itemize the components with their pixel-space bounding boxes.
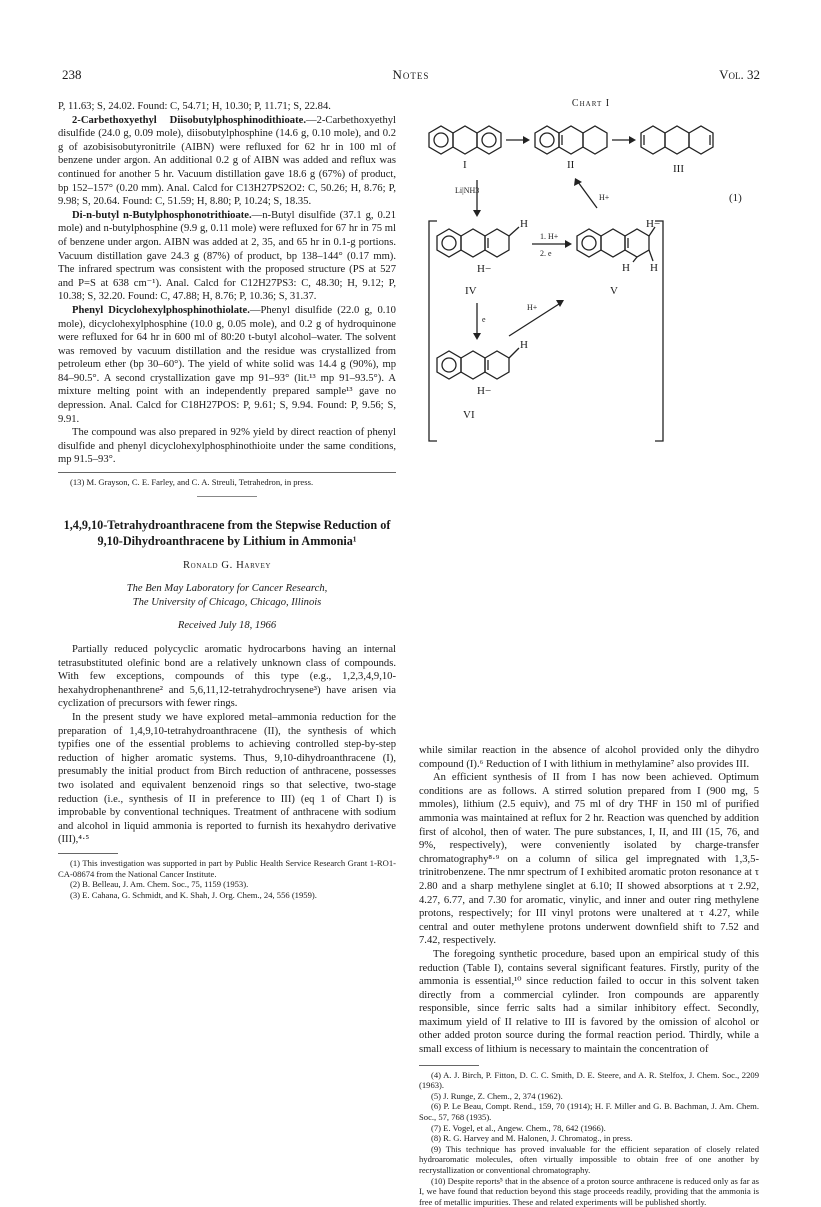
left-column: [58, 100, 396, 900]
arrowhead: [629, 136, 636, 144]
reagent-hplus: H+: [599, 193, 610, 202]
compound-IV: [437, 227, 519, 257]
subheading: 2-Carbethoxyethyl Diisobutylphosphinodithioate.: [72, 114, 306, 126]
paragraph: Di-n-butyl n-Butylphosphonotrithioate.—n-Butyl disulfide (37.1 g, 0.21 mole) and n-butylphosphine (9.9 g, 0.11 mole) were refluxed for 67 hr in 75 ml of benzene under argon. AIBN was added at 2, 35, and 65 hr in 0.1-g portions. Vacuum distillation gave 24.3 g (87%) of product, bp 138–144° (0.17 mm). The infrared spectrum was consistent with the proposed structure (PS at 527 and P=S at 638 cm⁻¹). Anal. Calcd for C12H27PS3: C, 48.30; H, 9.12; P, 10.38; S, 32.20. Found: C, 47.88; H, 8.76; P, 10.36; S, 31.37.: [58, 209, 396, 303]
paragraph: Partially reduced polycyclic aromatic hydrocarbons having an internal tetrasubstituted olefinic bond are a relatively unknown class of compounds. With few exceptions, compounds of this type (e.g., 1,2,3,4,9,10-hexahydrophenanthrene² and 5,6,11,12-tetrahydrochrysene³) have arisen via cyclization of precursors with fewer rings.: [58, 644, 396, 710]
footnote: (4) A. J. Birch, P. Fitton, D. C. C. Smith, D. E. Steere, and A. R. Stelfox, J. Chem. Soc., 2209 (1963).: [419, 1069, 759, 1091]
arrowhead: [523, 136, 530, 144]
atom-h: H−: [646, 218, 661, 230]
affiliation: The Ben May Laboratory for Cancer Research, The University of Chicago, Chicago, Illinois: [126, 583, 328, 608]
arrowhead: [473, 333, 481, 340]
paragraph: The compound was also prepared in 92% yield by direct reaction of phenyl disulfide and phenyl dicyclohexylphosphinothioite under the same conditions, mp 91.5–93°.: [58, 427, 396, 466]
paragraph: The foregoing synthetic procedure, based upon an empirical study of this reduction (Table I), contains several significant features. Firstly, purity of the ammonia is essential,¹⁰ since reduction failed to occur in this solvent taken directly from a commercial cylinder. Iron compounds are apparently responsible, since ferric salts had a similar inhibitory effect. Secondly, maximum yield of II relative to III is favored by the omission of alcohol or other added proton source during the formal reaction period. Thirdly, while a small excess of lithium is necessary to maintain the concentration of: [419, 948, 759, 1056]
bracket-left: [429, 221, 437, 441]
page-header: [62, 67, 760, 85]
label-V: V: [610, 285, 618, 297]
footnote: (6) P. Le Beau, Compt. Rend., 159, 70 (1914); H. F. Miller and G. B. Bachman, J. Am. Chem. Soc., 57, 768 (1935).: [419, 1101, 759, 1123]
paragraph: 2-Carbethoxyethyl Diisobutylphosphinodithioate.—2-Carbethoxyethyl disulfide (24.0 g, 0.09 mole), diisobutylphosphine (14.6 g, 0.10 mole), and 0.2 g of azobisisobutyronitrile (AIBN) were refluxed for 62 hr in 100 ml of benzene under argon. An additional 0.2 g of AIBN was added and reflux was continued for another 5 hr. Vacuum distillation gave 18.6 g (67%) of product, bp 152–157° (0.20 mm). Anal. Calcd for C13H27PS2O2: C, 50.26; H, 8.76; P, 9.98; S, 20.64. Found: C, 51.59; H, 8.80; P, 10.24; S, 18.35.: [58, 114, 396, 208]
atom-h: H: [520, 218, 528, 230]
footnote-rule: [58, 472, 396, 473]
atom-h: H: [520, 339, 528, 351]
volume-label: Vol. 32: [719, 67, 760, 82]
chart-figure: [419, 96, 764, 446]
label-VI: VI: [463, 409, 475, 421]
footnote: (5) J. Runge, Z. Chem., 2, 374 (1962).: [431, 1090, 563, 1101]
reagent-step2: 2. e: [540, 249, 552, 258]
chart-title: Chart I: [571, 98, 611, 109]
footnote: (7) E. Vogel, et al., Angew. Chem., 78, 642 (1966).: [431, 1122, 606, 1133]
compound-VI: [437, 348, 519, 379]
paragraph: while similar reaction in the absence of alcohol provided only the dihydro compound (I).⁶ Reduction of I with lithium in methylamine⁷ also provides III.: [419, 745, 759, 770]
footnotes: [58, 858, 396, 900]
reagent-hplus2: H+: [527, 303, 538, 312]
footnotes: [419, 1070, 759, 1207]
label-III: III: [673, 163, 684, 175]
paragraph: Phenyl Dicyclohexylphosphinothiolate.—Phenyl disulfide (22.0 g, 0.10 mole), dicyclohexylphosphine (10.0 g, 0.05 mole), and 0.2 g of hydroquinone were refluxed for 64 hr in 600 ml of 80:20 t-butyl alcohol–water. The solvent was removed by vacuum distillation and the residue was crystallized from petroleum ether (bp 30–60°). The yield of white solid was 14.4 g (90%), mp 84–90.5°. A second crystallization gave mp 91–93° (lit.¹³ mp 91–93.5°). A mixture melting point with an independently prepared sample¹³ gave no depression. Anal. Calcd for C18H27POS: P, 9.61; S, 9.94. Found: P, 9.56; S, 9.91.: [58, 304, 396, 425]
footnote: (8) R. G. Harvey and M. Halonen, J. Chromatog., in press.: [431, 1133, 633, 1144]
atom-h: H: [622, 262, 630, 274]
footnote-rule: [58, 853, 118, 854]
footnote-rule: [419, 1065, 479, 1066]
article-title: 1,4,9,10-Tetrahydroanthracene from the Stepwise Reduction of 9,10-Dihydroanthracene by Lithium in Ammonia¹: [63, 517, 391, 548]
label-II: II: [567, 159, 575, 171]
footnote: (2) B. Belleau, J. Am. Chem. Soc., 75, 1159 (1953).: [70, 879, 249, 890]
paragraph: P, 11.63; S, 24.02. Found: C, 54.71; H, 10.30; P, 11.71; S, 22.84.: [58, 101, 331, 112]
page-number: 238: [62, 67, 82, 82]
paragraph: In the present study we have explored metal–ammonia reduction for the preparation of 1,4,9,10-tetrahydroanthracene (II), the synthesis of which typifies one of the essential problems to achieving controlled step-by-step reduction of higher aromatic systems. Thus, 9,10-dihydroanthracene (I), presumably the initial product from Birch reduction of anthracene, possesses two isolated and equivalent benzenoid rings so that selective, two-stage reduction (i.e., synthesis of II in preference to III) (eq 1 of Chart I) is improbable by conventional techniques. Treatment of anthracene with sodium and alcohol in liquid ammonia is reported to furnish its hexahydro derivative (III),⁴·⁵: [58, 711, 396, 846]
subheading: Phenyl Dicyclohexylphosphinothiolate.: [72, 304, 250, 316]
atom-h-minus: H−: [477, 385, 492, 397]
atom-h-minus: H−: [477, 263, 492, 275]
atom-h: H: [650, 262, 658, 274]
section-title: Notes: [392, 67, 430, 82]
footnote: (9) This technique has proved invaluable for the efficient separation of closely related hydroaromatic molecules, often virtually impossible to obtain free of one another by recrystallization or conventional chromatography.: [419, 1143, 759, 1175]
arrowhead: [473, 210, 481, 217]
reagent-e: e: [482, 315, 486, 324]
footnote: (13) M. Grayson, C. E. Farley, and C. A. Streuli, Tetrahedron, in press.: [70, 477, 314, 488]
reagent-step1: 1. H+: [540, 232, 559, 241]
paragraph: An efficient synthesis of II from I has now been achieved. Optimum conditions are as follows. A stirred solution prepared from I (900 mg, 5 mmoles), lithium (2.5 equiv), and 75 ml of dry THF in 150 ml of purified ammonia was maintained at reflux for 2 hr. Reaction was quenched by addition first of alcohol, then of water. The pure substances, I, II, and III (15, 76, and 9%, respectively), were conveniently isolated by charge-transfer chromatography⁸·⁹ on a column of silica gel impregnated with 1,3,5-trinitrobenzene. The nmr spectrum of I exhibited aromatic proton resonance at τ 2.80 and a sharp methylene singlet at 6.10; II showed absorptions at τ 2.92, 4.27, 6.77, and 7.30 for aromatic, vinylic, and inner and outer ring methylene protons, respectively; for III vinyl protons were unaltered at τ 4.27, while central and outer methylene protons underwent downfield shift to 7.52 and 7.42, respectively.: [419, 772, 759, 947]
compound-I: [429, 126, 501, 154]
footnote: (10) Despite reports⁵ that in the absence of a proton source anthracene is reduced only as far as I, we have found that reduction beyond this stage proceeds readily, providing that the ammonia is free of metallic impurities. These and related experiments will be published shortly.: [419, 1175, 759, 1207]
compound-III: [641, 126, 713, 154]
arrowhead: [556, 300, 564, 307]
compound-V: [577, 227, 655, 262]
section-divider: [197, 496, 257, 497]
subheading: Di-n-butyl n-Butylphosphonotrithioate.: [72, 209, 252, 221]
compound-II: [535, 126, 607, 154]
label-I: I: [463, 159, 467, 171]
bracket-right: [655, 221, 663, 441]
footnote: (3) E. Cahana, G. Schmidt, and K. Shah, J. Org. Chem., 24, 556 (1959).: [70, 889, 317, 900]
right-column: [419, 744, 759, 1207]
arrow-up: [578, 182, 597, 208]
equation-number: (1): [729, 192, 742, 204]
arrowhead: [565, 240, 572, 248]
reaction-scheme: [419, 96, 764, 446]
footnote: (1) This investigation was supported in part by Public Health Service Research Grant 1-RO1-CA-08674 from the National Cancer Institute.: [58, 857, 396, 879]
received-date: Received July 18, 1966: [177, 620, 277, 632]
label-IV: IV: [465, 285, 477, 297]
reagent-li-nh3: Li|NH3: [455, 186, 480, 195]
article-author: Ronald G. Harvey: [183, 559, 271, 571]
